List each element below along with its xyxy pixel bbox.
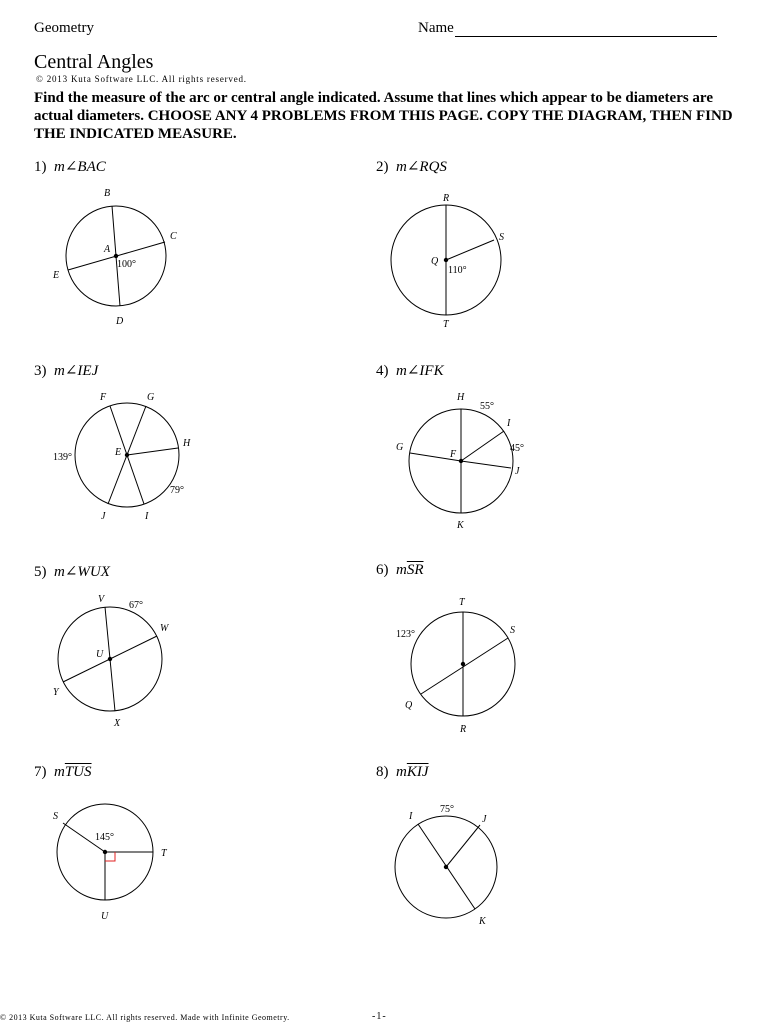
radius-eh: [127, 448, 178, 455]
point-i-label: I: [507, 418, 511, 429]
problem-prefix: m∠: [396, 159, 420, 175]
point-i-label: I: [145, 511, 149, 522]
center-point: [114, 254, 118, 258]
point-i-label: I: [409, 811, 413, 822]
problem-5-diagram: [40, 588, 200, 738]
point-e-label: E: [115, 447, 122, 458]
point-r-label: R: [460, 724, 467, 735]
problem-target-arc: $\overline{TUS}$: [64, 764, 92, 780]
problem-number: 7): [34, 764, 47, 780]
problem-3-diagram: [40, 385, 210, 530]
point-g-label: G: [147, 392, 155, 403]
point-y-label: Y: [53, 687, 59, 698]
problem-prefix: m: [396, 562, 407, 578]
point-t-label: T: [459, 597, 465, 608]
copyright-notice: © 2013 Kuta Software LLC. All rights reserved.: [36, 74, 247, 84]
problem-3-label: [34, 361, 98, 380]
name-blank-line[interactable]: [455, 36, 717, 37]
point-b-label: B: [104, 188, 111, 199]
center-point: [444, 258, 448, 262]
problem-number: 8): [376, 764, 389, 780]
problem-8-label: [376, 764, 429, 781]
point-j-label: J: [515, 466, 520, 477]
problem-8-diagram: [385, 795, 535, 935]
arc-measure-label: 75°: [440, 804, 454, 815]
diameter-sq: [421, 638, 508, 694]
problem-prefix: m∠: [396, 363, 420, 379]
problem-2-label: [376, 157, 447, 176]
point-q-label: Q: [405, 700, 413, 711]
problem-number: 6): [376, 562, 389, 578]
point-u-label: U: [96, 649, 104, 660]
instructions: Find the measure of the arc or central angle indicated. Assume that lines which appear to be diameters are actual diameters. CHOOSE ANY 4 PROBLEMS FROM THIS PAGE. COPY THE DIAGRAM, THEN FIND THE INDICATED MEASURE.: [34, 90, 733, 142]
point-f-label: F: [450, 449, 457, 460]
arc-measure-label: 139°: [53, 452, 72, 463]
name-label: Name: [418, 20, 454, 36]
point-e-label: E: [53, 270, 60, 281]
problem-1-label: [34, 157, 106, 176]
center-point: [461, 662, 465, 666]
point-s-label: S: [510, 625, 515, 636]
arc-measure-label: 79°: [170, 485, 184, 496]
point-w-label: W: [160, 623, 169, 634]
point-j-label: J: [482, 814, 487, 825]
problem-1-diagram: [40, 180, 200, 330]
problem-target: BAC: [77, 159, 106, 175]
center-point: [459, 459, 463, 463]
point-j-label: J: [101, 511, 106, 522]
point-r-label: R: [443, 193, 450, 204]
problem-7-label: [34, 764, 92, 781]
point-f-label: F: [100, 392, 107, 403]
problem-target-arc: $\overline{KIJ}$: [406, 764, 429, 780]
problem-number: 4): [376, 363, 389, 379]
arc-measure-label: 45°: [510, 443, 524, 454]
point-s-label: S: [499, 232, 504, 243]
center-point: [125, 453, 129, 457]
problem-2-diagram: [380, 180, 540, 340]
footer-copyright: © 2013 Kuta Software LLC. All rights reserved. Made with Infinite Geometry.: [0, 1013, 290, 1022]
problem-4-diagram: [390, 385, 550, 535]
problem-prefix: m∠: [54, 363, 78, 379]
radius-fi: [461, 431, 504, 461]
problem-target: WUX: [77, 564, 110, 580]
point-t-label: T: [443, 319, 449, 330]
point-k-label: K: [457, 520, 464, 531]
radius-j: [446, 825, 480, 867]
problem-number: 3): [34, 363, 47, 379]
point-v-label: V: [98, 594, 105, 605]
point-q-label: Q: [431, 256, 439, 267]
problem-target-arc: $\overline{SR}$: [406, 562, 424, 578]
point-a-label: A: [104, 244, 111, 255]
center-point: [103, 850, 107, 854]
problem-prefix: m∠: [54, 564, 78, 580]
point-c-label: C: [170, 231, 177, 242]
radius-qs: [446, 240, 494, 260]
point-k-label: K: [479, 916, 486, 927]
problem-4-label: [376, 361, 444, 380]
point-h-label: H: [457, 392, 465, 403]
problem-number: 5): [34, 564, 47, 580]
page-number: -1-: [372, 1011, 387, 1022]
problem-number: 1): [34, 159, 47, 175]
problem-prefix: m∠: [54, 159, 78, 175]
problem-target: RQS: [419, 159, 447, 175]
radius-fj: [461, 461, 511, 468]
point-u-label: U: [101, 911, 109, 922]
problem-5-label: [34, 562, 110, 581]
angle-measure-label: 145°: [95, 832, 114, 843]
problem-7-diagram: [40, 795, 200, 935]
point-t-label: T: [161, 848, 167, 859]
subject-label: Geometry: [34, 20, 94, 36]
angle-measure-label: 100°: [117, 259, 136, 270]
angle-measure-label: 110°: [448, 265, 467, 276]
problem-6-label: [376, 562, 424, 579]
arc-measure-label: 123°: [396, 629, 415, 640]
problem-target: IEJ: [77, 363, 99, 379]
point-g-label: G: [396, 442, 404, 453]
problem-number: 2): [376, 159, 389, 175]
point-h-label: H: [183, 438, 191, 449]
problem-prefix: m: [396, 764, 407, 780]
problem-prefix: m: [54, 764, 65, 780]
center-point: [444, 865, 448, 869]
center-point: [108, 657, 112, 661]
worksheet-title: Central Angles: [34, 51, 154, 73]
point-s-label: S: [53, 811, 58, 822]
problem-target: IFK: [419, 363, 444, 379]
arc-measure-label: 55°: [480, 401, 494, 412]
problem-6-diagram: [390, 590, 550, 740]
point-x-label: X: [114, 718, 121, 729]
point-d-label: D: [116, 316, 124, 327]
arc-measure-label: 67°: [129, 600, 143, 611]
